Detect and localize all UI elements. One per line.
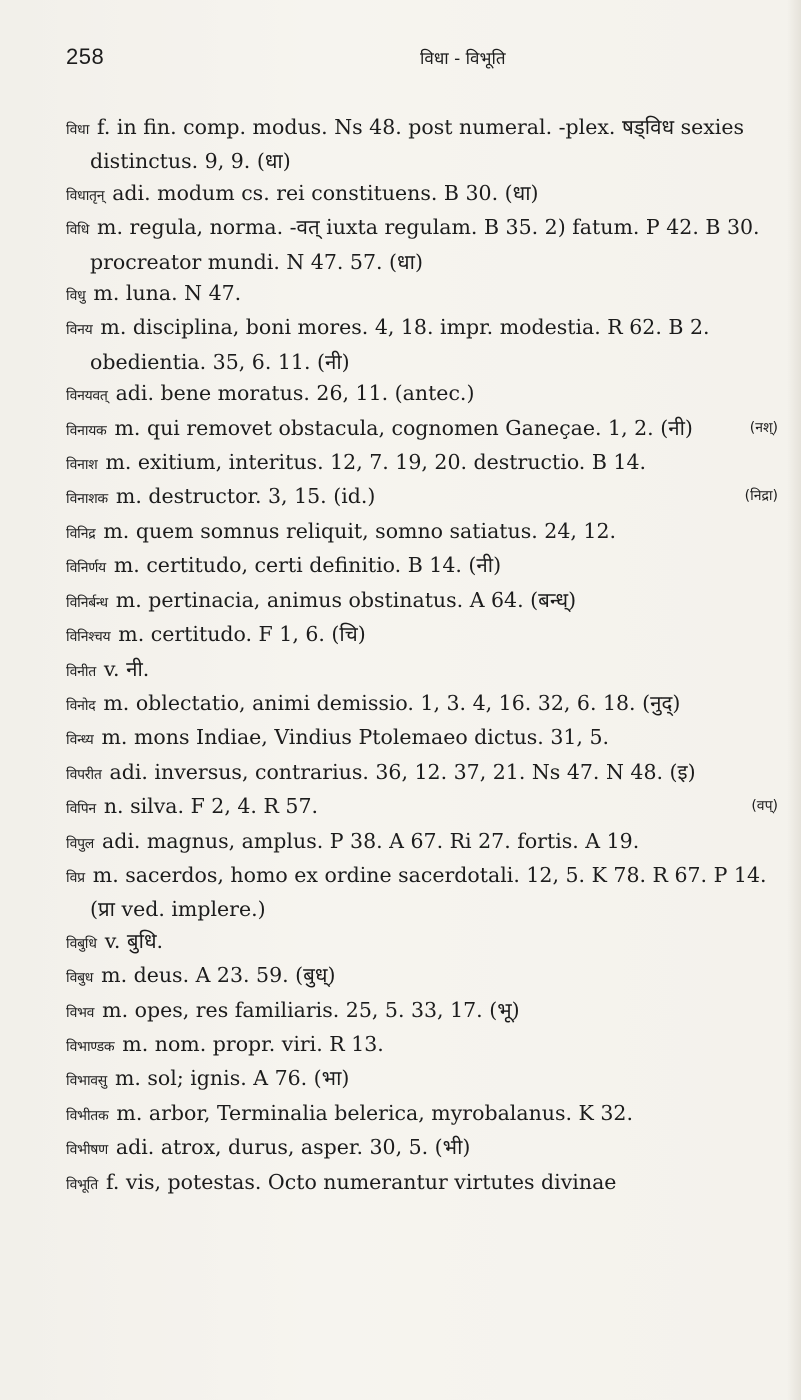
dictionary-entry (66, 212, 778, 278)
dictionary-entry (66, 312, 778, 378)
entry-headword: विबुध (66, 970, 94, 987)
entry-definition: m. disciplina, boni mores. 4, 18. impr. modestia. R 62. B 2. obedientia. 35, 6. 11. (नी) (90, 315, 710, 374)
entry-definition: f. in fin. comp. modus. Ns 48. post numeral. -plex. षड्विध sexies distinctus. 9, 9. (धा) (90, 115, 745, 174)
page-number: 258 (66, 44, 105, 69)
entry-definition: v. बुधि. (104, 928, 164, 953)
entry-headword: विपिन (66, 801, 96, 818)
entry-headword: विभावसु (66, 1073, 107, 1090)
page-header (66, 44, 761, 84)
entry-headword: विनाशक (66, 491, 108, 508)
dictionary-entry (66, 481, 778, 515)
dictionary-entry (66, 378, 778, 412)
dictionary-entry (66, 1029, 778, 1063)
dictionary-entry (66, 722, 778, 756)
entry-definition: m. certitudo, certi definitio. B 14. (नी) (113, 553, 502, 578)
entry-headword: विपुल (66, 835, 94, 852)
entry-definition: m. opes, res familiaris. 25, 5. 33, 17. (भू) (102, 997, 520, 1022)
entry-definition: m. sol; ignis. A 76. (भा) (114, 1066, 350, 1091)
entry-headword: विनाश (66, 457, 98, 474)
entry-definition: m. deus. A 23. 59. (बुध्) (101, 963, 336, 988)
entry-definition: adi. bene moratus. 26, 11. (antec.) (115, 381, 475, 406)
entry-headword: विन्ध्य (66, 732, 94, 749)
entry-headword: विभूति (66, 1176, 98, 1193)
entry-headword: विबुधि (66, 935, 97, 952)
entry-headword: विनय (66, 322, 93, 339)
entry-definition: m. mons Indiae, Vindius Ptolemaeo dictus. 31, 5. (101, 725, 610, 750)
dictionary-entry (66, 791, 778, 825)
dictionary-entry (66, 654, 778, 688)
entry-definition: m. destructor. 3, 15. (id.) (115, 484, 376, 509)
dictionary-entry (66, 516, 778, 550)
dictionary-entry (66, 960, 778, 994)
dictionary-entry (66, 757, 778, 791)
entry-definition: adi. inversus, contrarius. 36, 12. 37, 21. Ns 47. N 48. (इ) (109, 759, 696, 784)
entry-definition: m. sacerdos, homo ex ordine sacerdotali. 12, 5. K 78. R 67. P 14. (प्रा ved. implere.) (90, 862, 767, 922)
entry-definition: adi. atrox, durus, asper. 30, 5. (भी) (115, 1135, 471, 1160)
dictionary-entry (66, 860, 778, 926)
entry-etymology-tag: (नश्) (749, 419, 778, 436)
entry-definition: adi. modum cs. rei constituens. B 30. (धा) (112, 180, 539, 205)
entry-definition: m. arbor, Terminalia belerica, myrobalanus. K 32. (116, 1100, 633, 1125)
dictionary-entry (66, 688, 778, 722)
dictionary-entry (66, 550, 778, 584)
entry-definition: adi. magnus, amplus. P 38. A 67. Ri 27. fortis. A 19. (101, 828, 640, 853)
entry-headword: विनोद (66, 697, 96, 714)
entry-definition: m. exitium, interitus. 12, 7. 19, 20. destructio. B 14. (105, 450, 647, 475)
dictionary-entry (66, 826, 778, 860)
entry-etymology-tag: (वप्) (751, 798, 778, 815)
entry-headword: विनिद्र (66, 525, 96, 542)
entry-headword: विधु (66, 288, 86, 305)
entry-headword: विभीतक (66, 1107, 109, 1124)
entry-headword: विधातृन् (66, 187, 105, 204)
entry-headword: विप्र (66, 869, 85, 886)
entry-headword: विनिश्चय (66, 629, 111, 646)
entry-definition: m. luna. N 47. (93, 281, 242, 306)
entry-headword: विभव (66, 1004, 95, 1021)
dictionary-entry (66, 1132, 778, 1166)
entry-definition: m. pertinacia, animus obstinatus. A 64. (बन्ध्) (115, 587, 577, 612)
entry-definition: m. quem somnus reliquit, somno satiatus. 24, 12. (103, 518, 617, 543)
dictionary-entry (66, 178, 778, 212)
dictionary-entry (66, 926, 778, 960)
entry-headword: विपरीत (66, 766, 102, 783)
entry-headword: विधि (66, 222, 90, 239)
dictionary-entry (66, 1063, 778, 1097)
entry-definition: m. qui removet obstacula, cognomen Ganeçae. 1, 2. (नी) (114, 415, 693, 440)
entry-headword: विनिर्बन्ध (66, 594, 108, 611)
entry-headword: विनिर्णय (66, 560, 106, 577)
entry-headword: विनायक (66, 422, 107, 439)
entry-definition: n. silva. F 2, 4. R 57. (103, 794, 319, 819)
entry-definition: m. oblectatio, animi demissio. 1, 3. 4, 16. 32, 6. 18. (नुद्) (103, 690, 681, 715)
entry-definition: m. certitudo. F 1, 6. (चि) (118, 622, 366, 647)
dictionary-entry (66, 278, 778, 312)
dictionary-entry (66, 619, 778, 653)
entry-headword: विनीत (66, 663, 96, 680)
entry-definition: m. regula, norma. -वत् iuxta regulam. B 35. 2) fatum. P 42. B 30. procreator mundi. N 47. 57. (धा) (90, 215, 760, 274)
dictionary-entry (66, 995, 778, 1029)
entry-list (66, 112, 778, 1201)
dictionary-entry (66, 447, 778, 481)
entry-definition: m. nom. propr. viri. R 13. (122, 1031, 384, 1056)
dictionary-entry (66, 1098, 778, 1132)
page-edge-shadow (787, 0, 801, 1400)
dictionary-entry (66, 1167, 778, 1201)
entry-headword: विभाण्डक (66, 1038, 115, 1055)
entry-headword: विभीषण (66, 1142, 108, 1159)
dictionary-entry (66, 585, 778, 619)
dictionary-entry (66, 413, 778, 447)
entry-headword: विनयवत् (66, 388, 108, 405)
entry-definition: f. vis, potestas. Octo numerantur virtutes divinae (105, 1169, 617, 1194)
running-head: विधा - विभूति (420, 49, 506, 69)
entry-etymology-tag: (निद्रा) (744, 488, 778, 505)
entry-definition: v. नी. (103, 656, 150, 681)
entry-headword: विधा (66, 122, 90, 138)
dictionary-entry (66, 112, 778, 178)
